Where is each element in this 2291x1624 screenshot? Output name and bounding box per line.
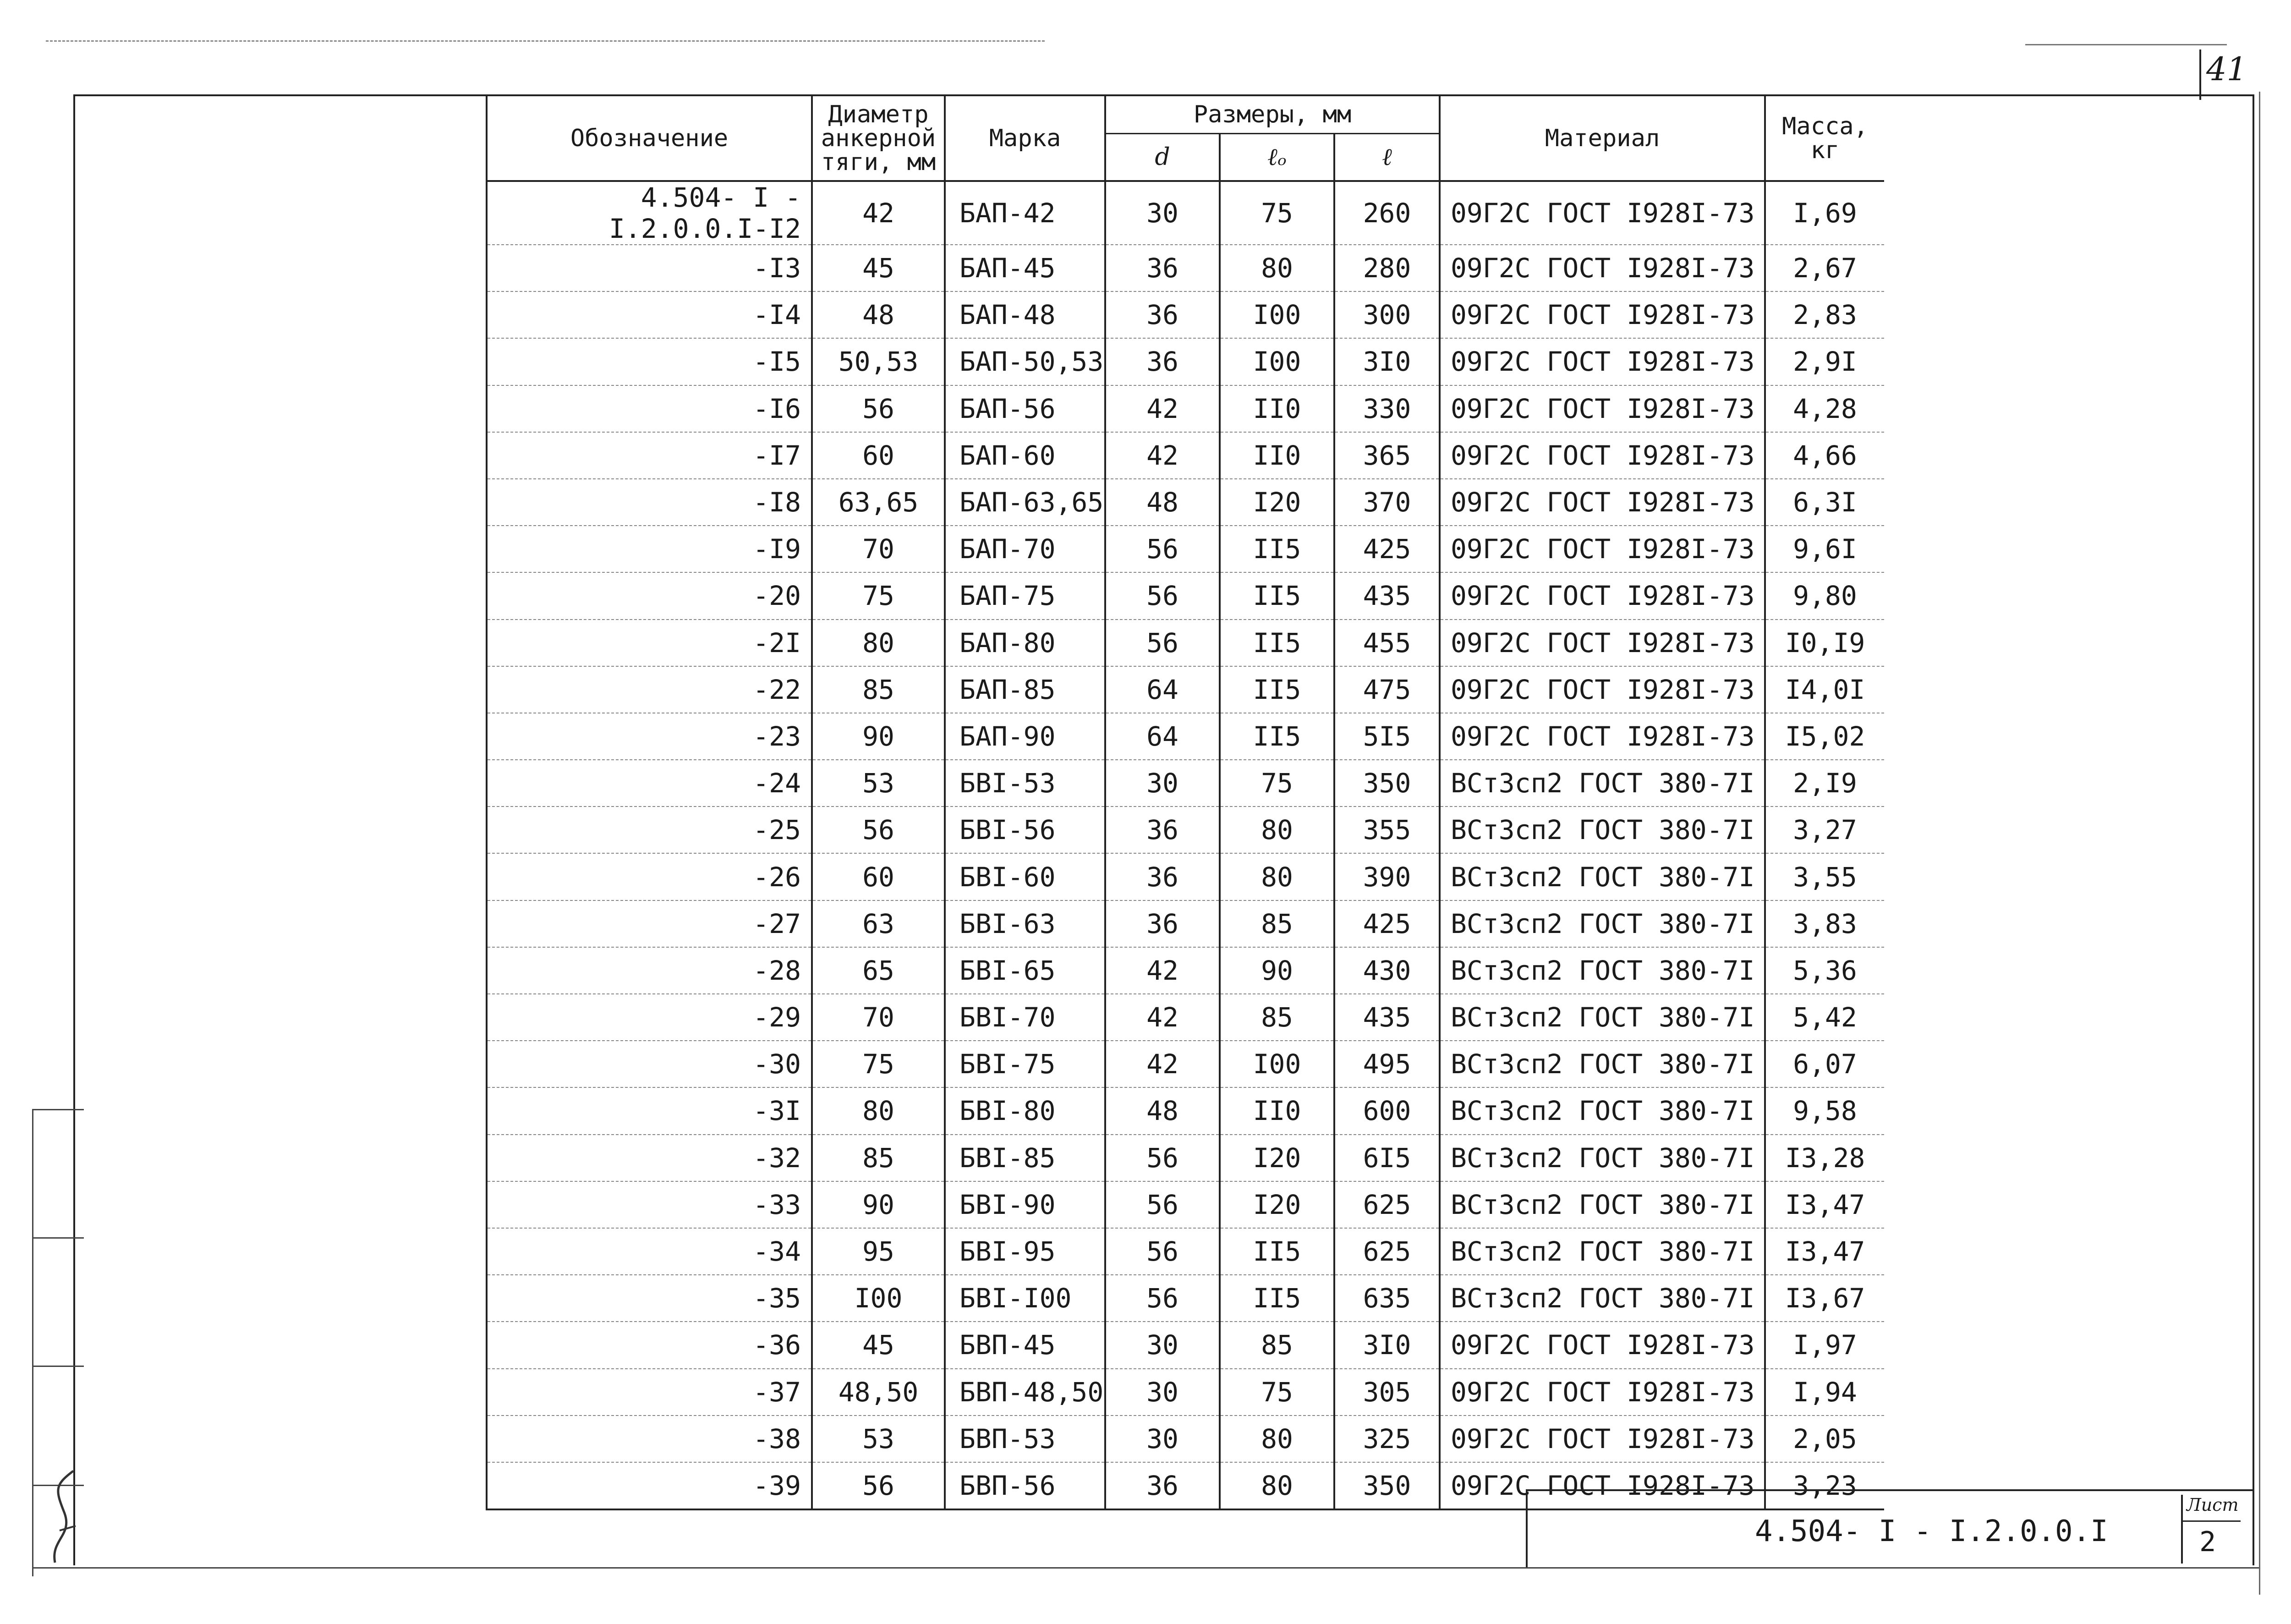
top-right-rule [2025, 44, 2227, 45]
header-dim-l: ℓ [1334, 134, 1440, 181]
diameter-cell: 45 [812, 245, 945, 291]
table-row [487, 1322, 1884, 1368]
material-cell: ВСт3сп2 ГОСТ 380-7I [1440, 1087, 1765, 1134]
dim-d-cell: 36 [1105, 900, 1220, 947]
material-cell: 09Г2С ГОСТ I928I-73 [1440, 526, 1765, 572]
table-row [487, 853, 1884, 900]
designation-cell: -32 [487, 1135, 812, 1181]
table-row [487, 760, 1884, 807]
dim-d-cell: 42 [1105, 1041, 1220, 1087]
designation-cell: -20 [487, 572, 812, 619]
dim-d-cell: 56 [1105, 620, 1220, 666]
dim-d-cell: 56 [1105, 1135, 1220, 1181]
designation-cell: -I9 [487, 526, 812, 572]
mass-cell: I,97 [1765, 1322, 1884, 1368]
mark-cell: БВI-60 [945, 853, 1105, 900]
mark-cell: БАП-56 [945, 385, 1105, 432]
mass-cell: I4,0I [1765, 666, 1884, 713]
mass-cell: I,94 [1765, 1369, 1884, 1416]
designation-cell: -39 [487, 1462, 812, 1509]
dim-d-cell: 30 [1105, 1416, 1220, 1462]
dim-d-cell: 42 [1105, 994, 1220, 1041]
dim-l-cell: 430 [1334, 947, 1440, 994]
material-cell: 09Г2С ГОСТ I928I-73 [1440, 338, 1765, 385]
table-row [487, 572, 1884, 619]
table-row [487, 291, 1884, 338]
designation-cell: -I5 [487, 338, 812, 385]
dim-d-cell: 36 [1105, 1462, 1220, 1509]
material-cell: ВСт3сп2 ГОСТ 380-7I [1440, 1275, 1765, 1322]
diameter-cell: 56 [812, 1462, 945, 1509]
dim-l-cell: 350 [1334, 1462, 1440, 1509]
designation-cell: -27 [487, 900, 812, 947]
mark-cell: БАП-85 [945, 666, 1105, 713]
dim-l0-cell: 80 [1220, 807, 1334, 853]
mark-cell: БВI-I00 [945, 1275, 1105, 1322]
dim-l-cell: 305 [1334, 1369, 1440, 1416]
mass-cell: 9,58 [1765, 1087, 1884, 1134]
mark-cell: БВI-90 [945, 1181, 1105, 1228]
material-cell: ВСт3сп2 ГОСТ 380-7I [1440, 807, 1765, 853]
mark-cell: БАП-90 [945, 713, 1105, 760]
dim-l0-cell: II5 [1220, 1228, 1334, 1275]
diameter-cell: 63 [812, 900, 945, 947]
dim-l0-cell: 75 [1220, 181, 1334, 245]
mass-cell: I3,67 [1765, 1275, 1884, 1322]
table-row [487, 181, 1884, 245]
dim-l0-cell: 85 [1220, 994, 1334, 1041]
dim-l0-cell: II5 [1220, 666, 1334, 713]
designation-cell: -38 [487, 1416, 812, 1462]
dim-d-cell: 36 [1105, 807, 1220, 853]
mark-cell: БАП-70 [945, 526, 1105, 572]
mark-cell: БАП-45 [945, 245, 1105, 291]
mark-cell: БВI-53 [945, 760, 1105, 807]
mark-cell: БАП-63,65 [945, 479, 1105, 526]
diameter-cell: 75 [812, 572, 945, 619]
dim-l-cell: 370 [1334, 479, 1440, 526]
designation-cell: -26 [487, 853, 812, 900]
mass-cell: 6,3I [1765, 479, 1884, 526]
material-cell: 09Г2С ГОСТ I928I-73 [1440, 385, 1765, 432]
material-cell: 09Г2С ГОСТ I928I-73 [1440, 620, 1765, 666]
material-cell: ВСт3сп2 ГОСТ 380-7I [1440, 853, 1765, 900]
mark-cell: БВI-70 [945, 994, 1105, 1041]
dim-l-cell: 635 [1334, 1275, 1440, 1322]
mark-cell: БВП-45 [945, 1322, 1105, 1368]
diameter-cell: 56 [812, 807, 945, 853]
table-row [487, 947, 1884, 994]
diameter-cell: 50,53 [812, 338, 945, 385]
dim-l-cell: 3I0 [1334, 338, 1440, 385]
header-dim-l0: ℓₒ [1220, 134, 1334, 181]
designation-cell: -36 [487, 1322, 812, 1368]
designation-cell: -3I [487, 1087, 812, 1134]
mass-cell: 3,55 [1765, 853, 1884, 900]
material-cell: ВСт3сп2 ГОСТ 380-7I [1440, 1041, 1765, 1087]
material-cell: 09Г2С ГОСТ I928I-73 [1440, 1416, 1765, 1462]
dim-d-cell: 56 [1105, 1181, 1220, 1228]
material-cell: 09Г2С ГОСТ I928I-73 [1440, 479, 1765, 526]
bottom-rule [32, 1567, 2259, 1569]
table-row [487, 1369, 1884, 1416]
diameter-cell: 60 [812, 853, 945, 900]
material-cell: ВСт3сп2 ГОСТ 380-7I [1440, 1228, 1765, 1275]
diameter-cell: 53 [812, 1416, 945, 1462]
dim-l-cell: 5I5 [1334, 713, 1440, 760]
dim-l-cell: 300 [1334, 291, 1440, 338]
dim-d-cell: 30 [1105, 181, 1220, 245]
mark-cell: БАП-75 [945, 572, 1105, 619]
mass-cell: 2,I9 [1765, 760, 1884, 807]
dim-l0-cell: I20 [1220, 1135, 1334, 1181]
dim-l0-cell: II0 [1220, 385, 1334, 432]
dim-l0-cell: 80 [1220, 245, 1334, 291]
table-row [487, 1135, 1884, 1181]
diameter-cell: 90 [812, 1181, 945, 1228]
document-code: 4.504- I - I.2.0.0.I [1755, 1514, 2108, 1548]
table-row [487, 1275, 1884, 1322]
diameter-cell: 85 [812, 666, 945, 713]
designation-cell: -30 [487, 1041, 812, 1087]
dim-d-cell: 30 [1105, 1322, 1220, 1368]
designation-cell: -25 [487, 807, 812, 853]
material-cell: 09Г2С ГОСТ I928I-73 [1440, 291, 1765, 338]
dim-l-cell: 455 [1334, 620, 1440, 666]
diameter-cell: 70 [812, 994, 945, 1041]
mass-cell: 2,67 [1765, 245, 1884, 291]
dim-l0-cell: II5 [1220, 713, 1334, 760]
dim-l-cell: 325 [1334, 1416, 1440, 1462]
diameter-cell: 95 [812, 1228, 945, 1275]
mark-cell: БАП-42 [945, 181, 1105, 245]
dim-l-cell: 350 [1334, 760, 1440, 807]
mark-cell: БАП-48 [945, 291, 1105, 338]
table-row [487, 713, 1884, 760]
table-row [487, 1087, 1884, 1134]
dim-l0-cell: II5 [1220, 1275, 1334, 1322]
dim-l-cell: 365 [1334, 432, 1440, 479]
designation-cell: -34 [487, 1228, 812, 1275]
dim-l0-cell: I00 [1220, 1041, 1334, 1087]
mark-cell: БВП-48,50 [945, 1369, 1105, 1416]
dim-d-cell: 56 [1105, 1228, 1220, 1275]
table-row [487, 432, 1884, 479]
designation-cell: -24 [487, 760, 812, 807]
table-row [487, 807, 1884, 853]
sheet-label: Лист [2187, 1495, 2239, 1515]
designation-cell: -33 [487, 1181, 812, 1228]
designation-cell: -37 [487, 1369, 812, 1416]
dim-l0-cell: 85 [1220, 1322, 1334, 1368]
dim-d-cell: 56 [1105, 1275, 1220, 1322]
header-mass: Масса, кг [1765, 96, 1884, 181]
dim-d-cell: 64 [1105, 666, 1220, 713]
dim-l-cell: 3I0 [1334, 1322, 1440, 1368]
dim-l0-cell: I20 [1220, 1181, 1334, 1228]
material-cell: 09Г2С ГОСТ I928I-73 [1440, 1322, 1765, 1368]
diameter-cell: 70 [812, 526, 945, 572]
dim-d-cell: 30 [1105, 760, 1220, 807]
dim-d-cell: 48 [1105, 1087, 1220, 1134]
dim-d-cell: 30 [1105, 1369, 1220, 1416]
dim-d-cell: 48 [1105, 479, 1220, 526]
dim-d-cell: 56 [1105, 572, 1220, 619]
signature-mark [46, 1457, 82, 1567]
designation-cell: -23 [487, 713, 812, 760]
material-cell: 09Г2С ГОСТ I928I-73 [1440, 181, 1765, 245]
dim-l0-cell: II0 [1220, 432, 1334, 479]
material-cell: 09Г2С ГОСТ I928I-73 [1440, 666, 1765, 713]
mass-cell: 9,6I [1765, 526, 1884, 572]
dim-l-cell: 425 [1334, 526, 1440, 572]
dim-l-cell: 435 [1334, 994, 1440, 1041]
mass-cell: 3,23 [1765, 1462, 1884, 1509]
table-row [487, 338, 1884, 385]
dim-l-cell: 425 [1334, 900, 1440, 947]
mark-cell: БВI-95 [945, 1228, 1105, 1275]
mass-cell: I3,47 [1765, 1181, 1884, 1228]
diameter-cell: 65 [812, 947, 945, 994]
diameter-cell: 45 [812, 1322, 945, 1368]
header-material: Материал [1440, 96, 1765, 181]
table-row [487, 245, 1884, 291]
mass-cell: I3,47 [1765, 1228, 1884, 1275]
right-edge-rule [2259, 92, 2260, 1595]
mass-cell: I3,28 [1765, 1135, 1884, 1181]
material-cell: 09Г2С ГОСТ I928I-73 [1440, 432, 1765, 479]
mass-cell: I,69 [1765, 181, 1884, 245]
dim-d-cell: 56 [1105, 526, 1220, 572]
dim-l0-cell: I00 [1220, 338, 1334, 385]
diameter-cell: I00 [812, 1275, 945, 1322]
dim-d-cell: 36 [1105, 245, 1220, 291]
mass-cell: 5,36 [1765, 947, 1884, 994]
dim-l-cell: 625 [1334, 1181, 1440, 1228]
designation-cell: -2I [487, 620, 812, 666]
mark-cell: БВI-56 [945, 807, 1105, 853]
dim-l-cell: 260 [1334, 181, 1440, 245]
mark-cell: БВI-63 [945, 900, 1105, 947]
mass-cell: 4,66 [1765, 432, 1884, 479]
table-row [487, 666, 1884, 713]
dim-l-cell: 390 [1334, 853, 1440, 900]
dim-l0-cell: I20 [1220, 479, 1334, 526]
diameter-cell: 85 [812, 1135, 945, 1181]
diameter-cell: 56 [812, 385, 945, 432]
mark-cell: БВI-65 [945, 947, 1105, 994]
table-row [487, 479, 1884, 526]
dim-l0-cell: 80 [1220, 1462, 1334, 1509]
mass-cell: 2,9I [1765, 338, 1884, 385]
designation-cell: -28 [487, 947, 812, 994]
material-cell: ВСт3сп2 ГОСТ 380-7I [1440, 994, 1765, 1041]
mass-cell: 2,83 [1765, 291, 1884, 338]
table-row [487, 900, 1884, 947]
designation-cell: -29 [487, 994, 812, 1041]
mass-cell: 2,05 [1765, 1416, 1884, 1462]
diameter-cell: 53 [812, 760, 945, 807]
diameter-cell: 80 [812, 1087, 945, 1134]
mass-cell: I5,02 [1765, 713, 1884, 760]
dim-l-cell: 625 [1334, 1228, 1440, 1275]
diameter-cell: 42 [812, 181, 945, 245]
dim-l0-cell: 75 [1220, 760, 1334, 807]
mass-cell: 9,80 [1765, 572, 1884, 619]
material-cell: ВСт3сп2 ГОСТ 380-7I [1440, 760, 1765, 807]
dim-l0-cell: II5 [1220, 572, 1334, 619]
dim-d-cell: 36 [1105, 853, 1220, 900]
designation-cell: -I3 [487, 245, 812, 291]
designation-cell: -I7 [487, 432, 812, 479]
material-cell: 09Г2С ГОСТ I928I-73 [1440, 572, 1765, 619]
designation-cell: 4.504- I -I.2.0.0.I-I2 [487, 181, 812, 245]
material-cell: ВСт3сп2 ГОСТ 380-7I [1440, 1135, 1765, 1181]
dim-d-cell: 36 [1105, 291, 1220, 338]
diameter-cell: 63,65 [812, 479, 945, 526]
mass-cell: I0,I9 [1765, 620, 1884, 666]
mark-cell: БВI-85 [945, 1135, 1105, 1181]
dim-d-cell: 64 [1105, 713, 1220, 760]
header-anchor-diameter: Диаметр анкерной тяги, мм [812, 96, 945, 181]
dim-l0-cell: 85 [1220, 900, 1334, 947]
diameter-cell: 48,50 [812, 1369, 945, 1416]
mark-cell: БАП-50,53 [945, 338, 1105, 385]
header-mark: Марка [945, 96, 1105, 181]
dim-l-cell: 355 [1334, 807, 1440, 853]
dim-d-cell: 42 [1105, 385, 1220, 432]
table-row [487, 620, 1884, 666]
designation-cell: -35 [487, 1275, 812, 1322]
table-row [487, 994, 1884, 1041]
sheet-divider [2181, 1520, 2241, 1522]
material-cell: 09Г2С ГОСТ I928I-73 [1440, 1462, 1765, 1509]
diameter-cell: 60 [812, 432, 945, 479]
mass-cell: 3,83 [1765, 900, 1884, 947]
diameter-cell: 75 [812, 1041, 945, 1087]
specification-table [486, 96, 1884, 1510]
header-dim-d: d [1105, 134, 1220, 181]
dim-l0-cell: I00 [1220, 291, 1334, 338]
dim-l-cell: 280 [1334, 245, 1440, 291]
dim-l-cell: 475 [1334, 666, 1440, 713]
mass-cell: 6,07 [1765, 1041, 1884, 1087]
top-dashed-rule [46, 40, 1045, 42]
dim-d-cell: 36 [1105, 338, 1220, 385]
dim-d-cell: 42 [1105, 947, 1220, 994]
table-row [487, 1228, 1884, 1275]
diameter-cell: 48 [812, 291, 945, 338]
sheet-number: 2 [2199, 1526, 2216, 1558]
material-cell: 09Г2С ГОСТ I928I-73 [1440, 1369, 1765, 1416]
mark-cell: БВI-80 [945, 1087, 1105, 1134]
header-designation: Обозначение [487, 96, 812, 181]
mark-cell: БВП-53 [945, 1416, 1105, 1462]
diameter-cell: 90 [812, 713, 945, 760]
designation-cell: -22 [487, 666, 812, 713]
dim-l0-cell: II5 [1220, 620, 1334, 666]
dim-l0-cell: 80 [1220, 1416, 1334, 1462]
mark-cell: БАП-80 [945, 620, 1105, 666]
page-number: 41 [2206, 50, 2247, 88]
designation-cell: -I8 [487, 479, 812, 526]
mark-cell: БАП-60 [945, 432, 1105, 479]
designation-cell: -I4 [487, 291, 812, 338]
mass-cell: 5,42 [1765, 994, 1884, 1041]
dim-l-cell: 435 [1334, 572, 1440, 619]
dim-l-cell: 330 [1334, 385, 1440, 432]
table-row [487, 385, 1884, 432]
dim-l0-cell: II5 [1220, 526, 1334, 572]
material-cell: 09Г2С ГОСТ I928I-73 [1440, 245, 1765, 291]
dim-l-cell: 600 [1334, 1087, 1440, 1134]
table-row [487, 1181, 1884, 1228]
dim-l0-cell: II0 [1220, 1087, 1334, 1134]
mass-cell: 4,28 [1765, 385, 1884, 432]
material-cell: ВСт3сп2 ГОСТ 380-7I [1440, 1181, 1765, 1228]
dim-d-cell: 42 [1105, 432, 1220, 479]
header-dimensions: Размеры, мм [1105, 96, 1440, 134]
dim-l-cell: 6I5 [1334, 1135, 1440, 1181]
dim-l0-cell: 90 [1220, 947, 1334, 994]
designation-cell: -I6 [487, 385, 812, 432]
mass-cell: 3,27 [1765, 807, 1884, 853]
table-row [487, 1416, 1884, 1462]
mark-cell: БВП-56 [945, 1462, 1105, 1509]
material-cell: 09Г2С ГОСТ I928I-73 [1440, 713, 1765, 760]
dim-l0-cell: 80 [1220, 853, 1334, 900]
dim-l-cell: 495 [1334, 1041, 1440, 1087]
material-cell: ВСт3сп2 ГОСТ 380-7I [1440, 900, 1765, 947]
dim-l0-cell: 75 [1220, 1369, 1334, 1416]
mark-cell: БВI-75 [945, 1041, 1105, 1087]
material-cell: ВСт3сп2 ГОСТ 380-7I [1440, 947, 1765, 994]
diameter-cell: 80 [812, 620, 945, 666]
table-row [487, 526, 1884, 572]
table-row [487, 1041, 1884, 1087]
